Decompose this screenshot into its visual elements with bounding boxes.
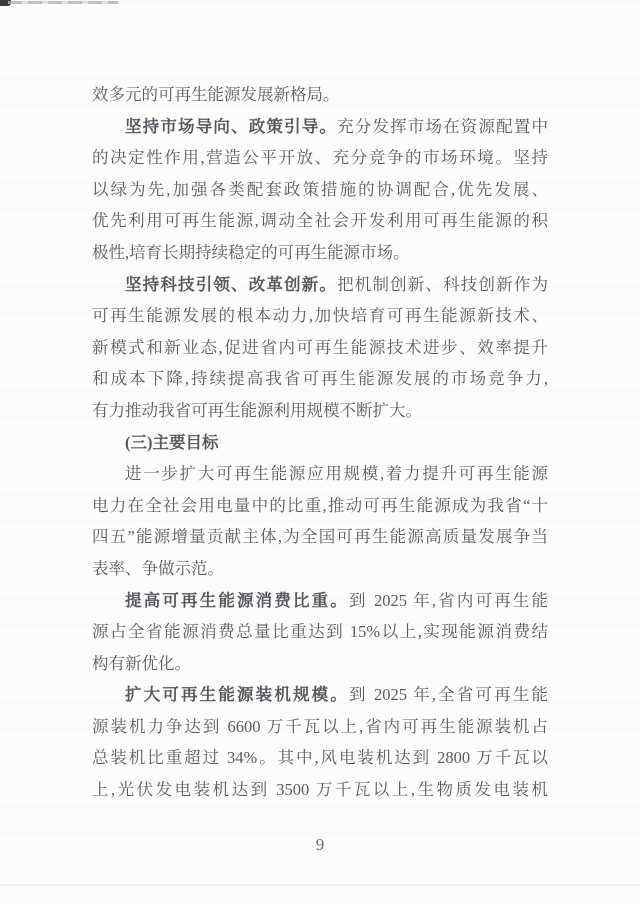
text-segment: 四五”能源增量贡献主体,为全国可再生能源高质量发展争当: [92, 527, 548, 547]
text-segment: 和成本下降,持续提高我省可再生能源发展的市场竞争力,: [92, 369, 548, 389]
text-line: [92, 458, 548, 490]
text-segment: 表率、争做示范。: [92, 558, 224, 578]
text-line: [92, 585, 548, 617]
text-segment: 把机制创新、科技创新作为: [337, 274, 548, 294]
text-line: [92, 679, 548, 711]
text-line: [92, 142, 548, 174]
text-segment: 总装机比重超过 34%。其中,风电装机达到 2800 万千瓦以: [92, 748, 548, 768]
text-line: [92, 774, 548, 806]
text-line: [92, 427, 548, 459]
text-line: [92, 742, 548, 774]
text-line: [92, 174, 548, 206]
text-line: [92, 521, 548, 553]
text-segment: 源占全省能源消费总量比重达到 15%以上,实现能源消费结: [92, 622, 548, 642]
text-segment: 极性,培育长期持续稳定的可再生能源市场。: [92, 242, 410, 262]
text-line: [92, 363, 548, 395]
text-segment-bold: 扩大可再生能源装机规模。: [125, 685, 349, 705]
text-segment-bold: 提高可再生能源消费比重。: [125, 590, 349, 610]
page-body: [92, 79, 548, 806]
text-segment-bold: 坚持科技引领、改革创新。: [125, 274, 338, 294]
text-segment-bold: (三)主要目标: [125, 432, 219, 452]
text-segment: 源装机力争达到 6600 万千瓦以上,省内可再生能源装机占: [92, 716, 548, 736]
text-line: [92, 616, 548, 648]
text-segment: 到 2025 年,省内可再生能: [348, 590, 548, 610]
text-segment: 有力推动我省可再生能源利用规模不断扩大。: [92, 400, 422, 420]
text-segment: 以绿为先,加强各类配套政策措施的协调配合,优先发展、: [92, 179, 548, 199]
text-segment: 效多元的可再生能源发展新格局。: [92, 85, 340, 104]
page-number: 9: [315, 835, 325, 854]
text-segment: 到 2025 年,全省可再生能: [348, 685, 548, 705]
text-segment: 电力在全社会用电量中的比重,推动可再生能源成为我省“十: [92, 495, 548, 515]
text-line: [92, 300, 548, 332]
text-line: [92, 205, 548, 237]
text-line: [92, 395, 548, 427]
text-line: [92, 332, 548, 364]
text-segment: 优先利用可再生能源,调动全社会开发利用可再生能源的积: [92, 211, 548, 231]
text-line: [92, 553, 548, 585]
text-segment: 充分发挥市场在资源配置中: [337, 116, 548, 136]
text-segment: 可再生能源发展的根本动力,加快培育可再生能源新技术、: [92, 306, 548, 326]
text-line: [92, 237, 548, 269]
text-line: [92, 269, 548, 301]
text-line: [92, 711, 548, 743]
text-segment: 的决定性作用,营造公平开放、充分竞争的市场环境。坚持: [92, 148, 548, 168]
text-segment: 上,光伏发电装机达到 3500 万千瓦以上,生物质发电装机: [92, 780, 548, 800]
scan-artifact-line: [8, 1, 118, 4]
text-segment: 构有新优化。: [92, 653, 191, 673]
scan-artifact-bottom: [0, 884, 640, 886]
text-line: [92, 79, 548, 111]
text-segment: 新模式和新业态,促进省内可再生能源技术进步、效率提升: [92, 337, 548, 357]
text-line: [92, 111, 548, 143]
text-segment-bold: 坚持市场导向、政策引导。: [125, 116, 338, 136]
text-line: [92, 490, 548, 522]
text-segment: 进一步扩大可再生能源应用规模,着力提升可再生能源: [125, 464, 548, 484]
text-line: [92, 648, 548, 680]
